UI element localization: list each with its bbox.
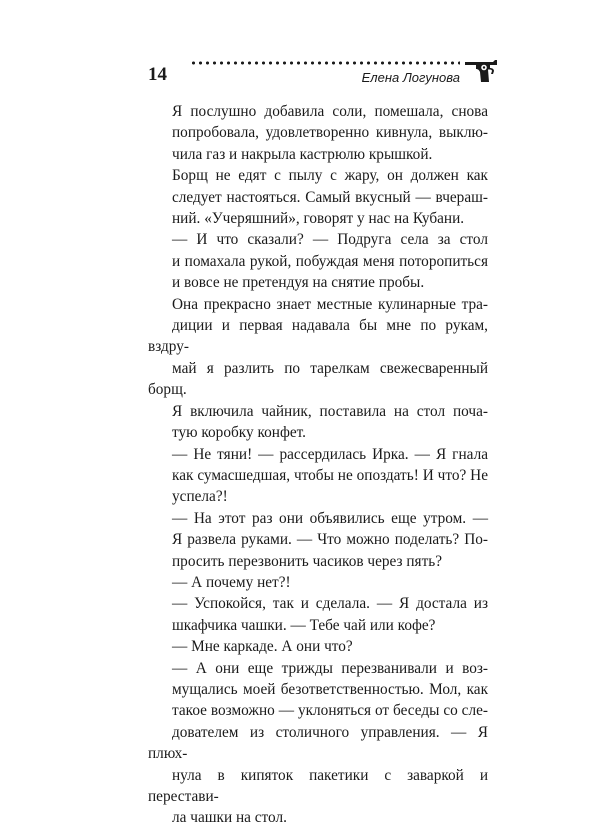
text-line: как сумасшедшая, чтобы не опоздать! И что? Не: [172, 466, 488, 484]
text-line: мущались моей безответственностью. Мол, как: [172, 680, 488, 698]
running-header: [148, 56, 500, 90]
text-line: — Успокойся, так и сделала. — Я достала из: [172, 595, 488, 613]
text-line: попробовала, удовлетворенно кивнула, выклю-: [172, 124, 488, 142]
paragraph: [148, 294, 488, 401]
paragraph: [148, 593, 488, 636]
text-line: — Мне каркаде. А они что?: [172, 638, 353, 656]
text-line: дователем из столичного управления. — Я плюх-: [148, 723, 488, 763]
text-line: просить перезвонить часиков через пять?: [172, 552, 443, 570]
text-line: следует настояться. Самый вкусный — вчераш-: [172, 188, 488, 206]
paragraph: [148, 444, 488, 508]
text-line: шкафчика чашки. — Тебе чай или кофе?: [172, 616, 436, 634]
dotted-rule: [190, 60, 460, 66]
text-line: май я разлить по тарелкам свежесваренный борщ.: [148, 359, 488, 399]
paragraph: [148, 508, 488, 572]
text-line: — Не тяни! — рассердилась Ирка. — Я гнала: [172, 445, 488, 463]
text-line: — И что сказали? — Подруга села за стол: [172, 231, 488, 249]
paragraph: [148, 658, 488, 829]
body-text: [148, 101, 488, 829]
text-line: успела?!: [172, 488, 228, 506]
text-line: Я послушно добавила соли, помешала, снова: [172, 103, 488, 120]
text-line: и помахала рукой, побуждая меня поторопиться: [172, 252, 488, 270]
running-header-author: Елена Логунова: [361, 70, 460, 85]
revolver-icon: [462, 58, 500, 84]
text-line: Борщ не едят с пылу с жару, он должен как: [172, 167, 488, 185]
paragraph: [148, 401, 488, 444]
paragraph: [148, 636, 488, 657]
text-line: — На этот раз они объявились еще утром. —: [172, 509, 488, 527]
text-line: чила газ и накрыла кастрюлю крышкой.: [172, 145, 433, 163]
text-line: диции и первая надавала бы мне по рукам, вздру-: [148, 317, 488, 356]
text-line: ла чашки на стол.: [172, 809, 287, 827]
text-line: ний. «Учеряшний», говорят у нас на Кубани.: [172, 210, 465, 228]
text-line: тую коробку конфет.: [172, 424, 307, 442]
text-line: — А почему нет?!: [172, 573, 291, 591]
text-line: и вовсе не претендуя на снятие пробы.: [172, 274, 425, 292]
paragraph: [148, 101, 488, 165]
text-line: Я развела руками. — Что можно поделать? По-: [172, 531, 488, 549]
paragraph: [148, 572, 488, 593]
text-line: нула в кипяток пакетики с заваркой и перестави-: [148, 766, 488, 805]
paragraph: [148, 165, 488, 229]
text-line: такое возможно — уклоняться от беседы со сле-: [172, 702, 488, 720]
text-line: Она прекрасно знает местные кулинарные тра-: [172, 295, 488, 313]
text-line: Я включила чайник, поставила на стол поча-: [172, 402, 488, 420]
page-number: 14: [148, 64, 167, 85]
text-line: — А они еще трижды перезванивали и воз-: [172, 659, 488, 677]
paragraph: [148, 229, 488, 293]
